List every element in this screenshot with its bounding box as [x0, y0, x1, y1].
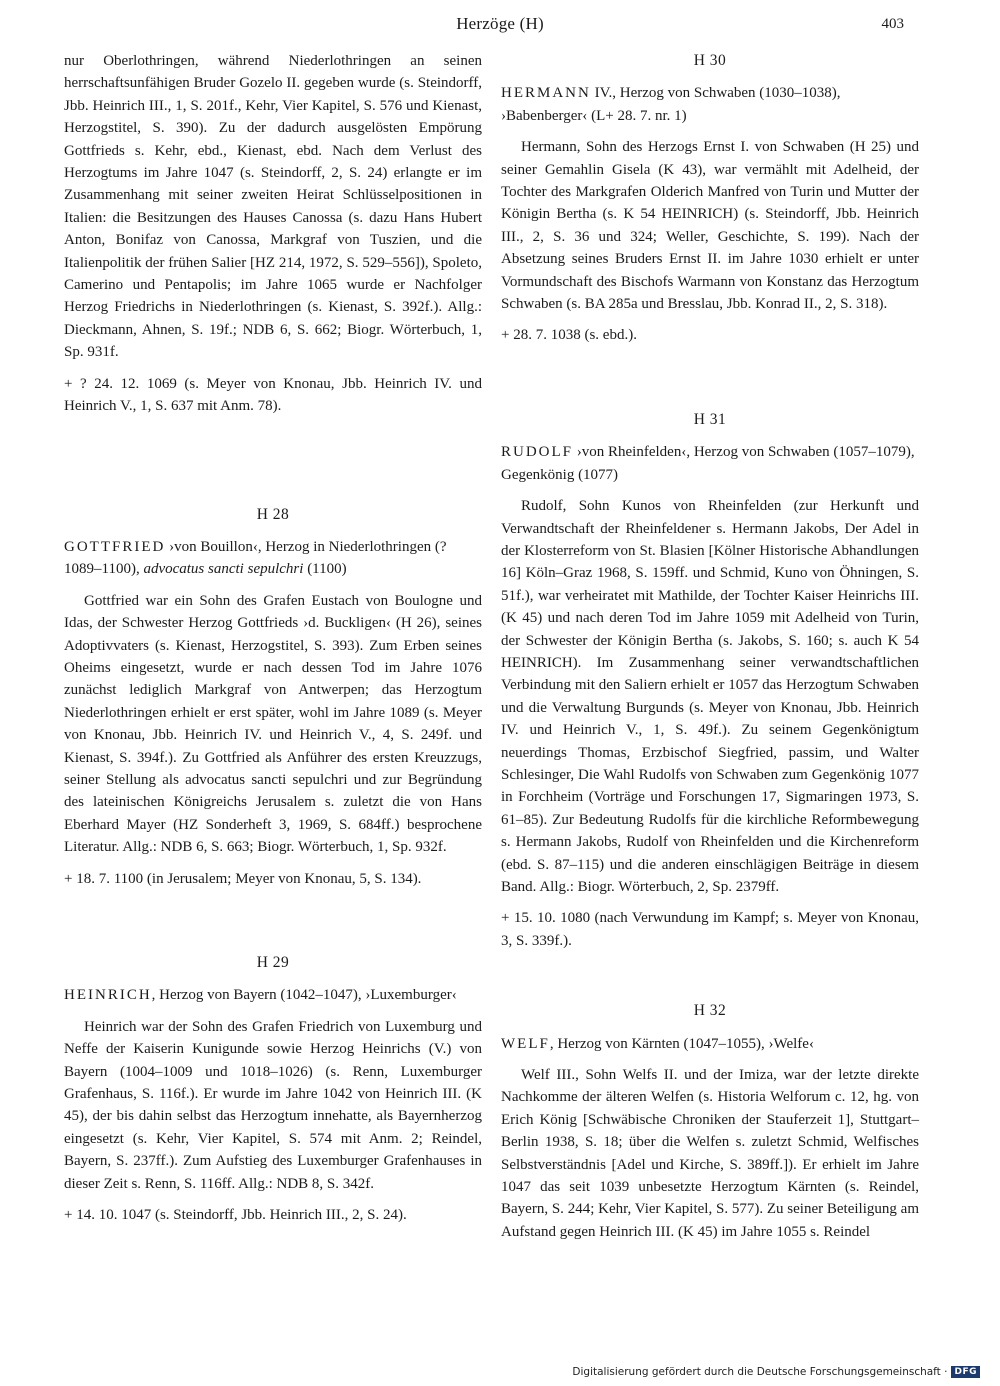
entry-title-text: , Herzog von Bayern (1042–1047), ›Luxemburger‹	[151, 987, 457, 1004]
entry-title	[501, 82, 919, 127]
entry-title	[64, 536, 482, 581]
entry-h32	[501, 1000, 919, 1243]
entry-name: HEINRICH	[64, 987, 152, 1004]
entry-title-text: , Herzog von Kärnten (1047–1055), ›Welfe‹	[549, 1035, 814, 1052]
entry-id: H 30	[693, 52, 727, 69]
entry-title-text: IV., Herzog von Schwaben (1030–1038), ›Babenberger‹ (L+ 28. 7. nr. 1)	[501, 85, 841, 124]
entry-id: H 28	[256, 505, 290, 523]
death-note: + 28. 7. 1038 (s. ebd.).	[501, 327, 637, 344]
entry-h29	[64, 952, 482, 1226]
entry-title	[64, 984, 482, 1006]
entry-title-end: (1100)	[303, 561, 347, 578]
entry-h31	[501, 409, 919, 952]
death-note: + 15. 10. 1080 (nach Verwundung im Kampf; s. Meyer von Knonau, 3, S. 339f.).	[501, 910, 919, 949]
entry-paragraph: Gottfried war ein Sohn des Grafen Eustach von Boulogne und Idas, der Schwester Herzog Gottfrieds ›d. Buckligen‹ (H 26), seines Adoptivvaters (s. Kienast, Herzogstitel, S. 393). Zum Erben seines Oheims eingesetzt, wurde er nach dessen Tod im Jahre 1076 zunächst lediglich Markgraf von Antwerpen; das Herzogtum Niederlothringen erhielt er erst später, wohl im Jahre 1089 (s. Meyer von Knonau, Jbb. Heinrich IV. und Heinrich V., 4, S. 249f. und Kienast, S. 394f.). Zu Gottfried als Anführer des ersten Kreuzzugs, seiner Stellung als advocatus sancti sepulchri und zur Begründung des lateinischen Königreichs Jerusalem s. zuletzt die von Hans Eberhard Mayer (HZ Sonderheft 3, 1969, S. 684ff.) besprochene Literatur. Allg.: NDB 6, S. 663; Biogr. Wörterbuch, 1, Sp. 932f.	[64, 592, 482, 856]
continued-paragraph: nur Oberlothringen, während Niederlothringen an seinen herrschaftsunfähigen Bruder Gozelo II. gegeben wurde (s. Steindorff, Jbb. Heinrich III., 1, S. 201f., Kehr, Vier Kapitel, S. 576 und Kienast, Herzogstitel, S. 390). Zu der dadurch ausgelösten Empörung Gottfrieds s. Kehr, ebd., Kienast, ebd. Nach dem Verlust des Herzogtums im Jahre 1047 (s. Steindorff, 2, S. 24) erlangte er im Zusammenhang mit seiner zweiten Heirat Schlüsselpositionen in Italien: die Besitzungen des Hauses Canossa (s. dazu Hans Hubert Anton, Bonifaz von Canossa, Markgraf von Tuszien, und die Italienpolitik der frühen Salier [HZ 214, 1972, S. 529–556]), Spoleto, Camerino und Pentapolis; im Jahre 1065 wurde er Nachfolger Herzog Friedrichs in Niederlothringen (s. Kienast, S. 392f.). Allg.: Dieckmann, Ahnen, S. 19f.; NDB 6, S. 662; Biogr. Wörterbuch, 1, Sp. 931f.	[64, 53, 482, 361]
digitization-credit	[572, 1362, 980, 1382]
entry-title	[501, 441, 919, 486]
credit-text: Digitalisierung gefördert durch die Deutsche Forschungsgemeinschaft ·	[572, 1366, 948, 1378]
entry-h28	[64, 504, 482, 891]
running-head: Herzöge (H)	[456, 14, 544, 33]
entry-name: RUDOLF	[501, 444, 574, 461]
entry-paragraph: Welf III., Sohn Welfs II. und der Imiza, war der letzte direkte Nachkomme der älteren Welfen (s. Historia Welforum c. 12, hg. von Erich König [Schwäbische Chroniken der Stauferzeit 1], Stuttgart–Berlin 1938, S. 18; über die Welfen s. zuletzt Schmid, Welfisches Selbstverständnis [Adel und Kirche, S. 389ff.]). Er erhielt im Jahre 1047 das seit 1039 unbesetzte Herzogtum Kärnten (s. Reindel, Bayern, S. 244; Kehr, Vier Kapitel, S. 577). Zu seiner Beteiligung am Aufstand gegen Heinrich III. (K 45) im Jahre 1055 s. Reindel	[501, 1067, 919, 1240]
death-note: + 18. 7. 1100 (in Jerusalem; Meyer von Knonau, 5, S. 134).	[64, 870, 422, 887]
death-note: + 14. 10. 1047 (s. Steindorff, Jbb. Heinrich III., 2, S. 24).	[64, 1207, 407, 1224]
entry-id: H 32	[693, 1002, 727, 1020]
right-column	[501, 50, 919, 1243]
entry-title-text: ›von Bouillon‹, Herzog in Niederlothringen (?1089–1100),	[64, 538, 447, 578]
entry-h30	[501, 50, 919, 347]
entry-title	[501, 1033, 919, 1055]
entry-paragraph: Heinrich war der Sohn des Grafen Friedrich von Luxemburg und Neffe der Kaiserin Kunigunde sowie Herzog Heinrichs (V.) von Bayern (1004–1009 und 1018–1026) (s. Renn, Luxemburger Grafenhaus, S. 116f.). Er wurde im Jahre 1042 von Heinrich III. (K 45), der bis dahin selbst das Herzogtum innehatte, als Bayernherzog eingesetzt (s. Kehr, Vier Kapitel, S. 574 mit Anm. 2; Reindel, Bayern, S. 237ff.). Zum Aufstieg des Luxemburger Grafenhauses in dieser Zeit s. Renn, S. 116ff. Allg.: NDB 8, S. 342f.	[64, 1018, 482, 1192]
page-header	[0, 14, 1000, 40]
left-column	[64, 50, 482, 1226]
entry-paragraph: Rudolf, Sohn Kunos von Rheinfelden (zur Herkunft und Verwandtschaft der Rheinfeldener s. Hermann Jakobs, Der Adel in der Klosterreform von St. Blasien [Kölner Historische Abhandlungen 16] Köln–Graz 1968, S. 159ff. und Schmid, Kuno von Öhningen, S. 51f.), war verheiratet mit Mathilde, der Tochter Kaiser Heinrichs III. (K 45) und nach deren Tod im Jahre 1059 mit Adelheid von Turin, der Schwester der Königin Bertha (s. Jakobs, S. 160; s. auch K 54 HEINRICH). Im Zusammenhang seiner verwandtschaftlichen Verbindung mit den Saliern erhielt er 1057 das Herzogtum Schwaben und die Verwaltung Burgunds (s. Meyer von Knonau, Jbb. Heinrich IV. und Heinrich V., 1, S. 49f.). Zu seinem Gegenkönigtum neuerdings Thomas, Erzbischof Siegfried, passim, und Walter Schlesinger, Die Wahl Rudolfs von Schwaben zum Gegenkönig 1077 in Forchheim (Vorträge und Forschungen 17, Sigmaringen 1973, S. 61–85). Zur Bedeutung Rudolfs für die kirchliche Reformbewegung s. Hermann Jakobs, Rudolf von Rheinfelden und die Kirchenreform (ebd. S. 87–115) und die anderen einschlägigen Beiträge in diesem Band. Allg.: Biogr. Wörterbuch, 2, Sp. 2379ff.	[501, 498, 919, 895]
entry-id: H 29	[256, 954, 290, 971]
entry-name: GOTTFRIED	[64, 538, 166, 555]
entry-id: H 31	[693, 410, 727, 428]
entry-paragraph: Hermann, Sohn des Herzogs Ernst I. von Schwaben (H 25) und seiner Gemahlin Gisela (K 43), war vermählt mit Adelheid, der Tochter des Markgrafen Olderich Manfred von Turin und Mutter der Königin Bertha (s. K 54 HEINRICH) (s. Steindorff, Jbb. Heinrich III., 2, S. 36 und 324; Weller, Geschichte, S. 199). Nach der Absetzung seines Bruders Ernst II. im Jahre 1030 erhielt er unter Vormundschaft des Bischofs Warmann von Konstanz das Herzogtum Schwaben (s. BA 285a und Bresslau, Jbb. Konrad II., 2, S. 318).	[501, 139, 919, 313]
death-note: + ? 24. 12. 1069 (s. Meyer von Knonau, Jbb. Heinrich IV. und Heinrich V., 1, S. 637 mit Anm. 78).	[64, 375, 482, 415]
entry-title-text: ›von Rheinfelden‹, Herzog von Schwaben (1057–1079), Gegenkönig (1077)	[501, 444, 915, 483]
entry-name: WELF	[501, 1035, 550, 1052]
page-number: 403	[881, 16, 904, 32]
dfg-logo: DFG	[951, 1366, 980, 1378]
entry-title-italic: advocatus sancti sepulchri	[143, 561, 304, 578]
entry-name: HERMANN	[501, 85, 591, 102]
